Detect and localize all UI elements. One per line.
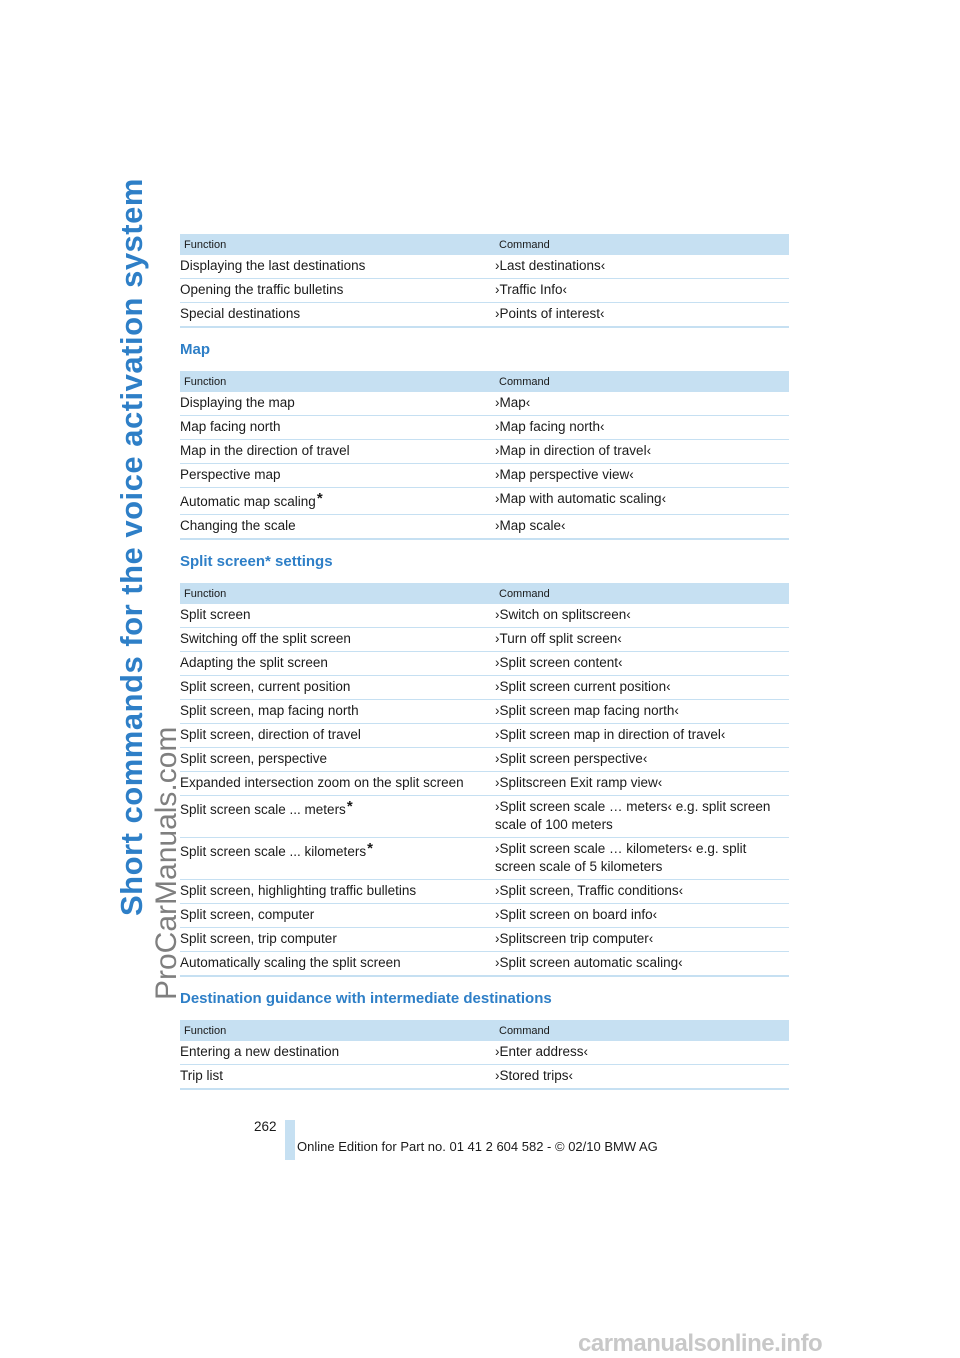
function-cell: [180, 772, 495, 796]
command-cell: ›Split screen, Traffic conditions‹: [495, 880, 789, 904]
command-cell: ›Split screen current position‹: [495, 676, 789, 700]
function-cell: [180, 838, 495, 880]
command-cell: ›Split screen map facing north‹: [495, 700, 789, 724]
column-header-function: Function: [180, 583, 495, 604]
function-text: Split screen, highlighting traffic bulletins: [180, 883, 417, 898]
function-cell: [180, 880, 495, 904]
table-row: [180, 255, 789, 279]
column-header-command: Command: [495, 234, 789, 255]
footer-edition-text: Online Edition for Part no. 01 41 2 604 582 - © 02/10 BMW AG: [297, 1139, 658, 1154]
command-cell: ›Splitscreen trip computer‹: [495, 928, 789, 952]
table-header-row: [180, 1020, 789, 1041]
table-row: [180, 416, 789, 440]
function-text: Split screen, perspective: [180, 751, 328, 766]
command-cell: ›Map‹: [495, 395, 531, 410]
function-cell: [180, 904, 495, 928]
watermark: ProCarManuals.com: [150, 726, 183, 1000]
command-cell: ›Switch on splitscreen‹: [495, 607, 631, 622]
function-cell: [180, 604, 495, 628]
function-cell: [180, 416, 495, 440]
page-number: 262: [254, 1119, 277, 1134]
command-cell: ›Map facing north‹: [495, 416, 789, 440]
table-row: [180, 928, 789, 952]
table-row: [180, 1041, 789, 1065]
section-heading: Split screen* settings: [180, 553, 333, 570]
table-row: [180, 952, 789, 977]
table-row: [180, 628, 789, 652]
table-header-row: [180, 583, 789, 604]
table-row: [180, 488, 789, 515]
command-cell: ›Traffic Info‹: [495, 279, 789, 303]
command-table: [180, 583, 789, 977]
command-cell: ›Split screen perspective‹: [495, 748, 789, 772]
table-row: [180, 303, 789, 328]
site-logo: carmanualsonline.info: [578, 1330, 823, 1357]
function-text: Split screen, current position: [180, 679, 351, 694]
table-row: [180, 464, 789, 488]
side-chapter-title: Short commands for the voice activation system: [114, 178, 149, 916]
function-cell: [180, 748, 495, 772]
function-text: Split screen scale ... kilometers: [180, 844, 367, 859]
function-cell: [180, 724, 495, 748]
command-cell: ›Map with automatic scaling‹: [495, 488, 789, 515]
function-text: Entering a new destination: [180, 1044, 340, 1059]
function-text: Map facing north: [180, 419, 281, 434]
column-header-function: Function: [180, 1020, 495, 1041]
column-header-function: Function: [180, 371, 495, 392]
column-header-command: Command: [495, 583, 789, 604]
function-cell: [180, 515, 495, 540]
table-row: [180, 440, 789, 464]
table-row: [180, 748, 789, 772]
table-row: [180, 652, 789, 676]
function-cell: [180, 796, 495, 838]
function-text: Displaying the last destinations: [180, 258, 366, 273]
function-text: Opening the traffic bulletins: [180, 282, 344, 297]
table-row: [180, 724, 789, 748]
function-cell: [180, 279, 495, 303]
function-text: Split screen, direction of travel: [180, 727, 361, 742]
command-cell: ›Split screen content‹: [495, 652, 789, 676]
optional-equipment-star-icon: *: [316, 490, 323, 507]
table-row: [180, 796, 789, 838]
command-table: [180, 371, 789, 540]
function-text: Split screen, trip computer: [180, 931, 337, 946]
function-text: Adapting the split screen: [180, 655, 328, 670]
command-cell: ›Map perspective view‹: [495, 464, 789, 488]
function-cell: [180, 255, 495, 279]
function-text: Automatic map scaling: [180, 494, 316, 509]
table-row: [180, 676, 789, 700]
function-text: Displaying the map: [180, 395, 295, 410]
function-text: Split screen, map facing north: [180, 703, 359, 718]
section-heading: Map: [180, 341, 210, 358]
function-cell: [180, 303, 495, 328]
table-row: [180, 880, 789, 904]
command-cell: ›Stored trips‹: [495, 1065, 789, 1090]
command-cell: ›Points of interest‹: [495, 303, 789, 328]
footer-bar: [285, 1120, 295, 1160]
function-text: Map in the direction of travel: [180, 443, 350, 458]
function-text: Trip list: [180, 1068, 223, 1083]
table-row: [180, 772, 789, 796]
function-text: Changing the scale: [180, 518, 296, 533]
command-cell: ›Enter address‹: [495, 1044, 589, 1059]
main-content: [180, 234, 789, 1090]
function-cell: [180, 1041, 495, 1065]
command-cell: ›Split screen map in direction of travel‹: [495, 724, 789, 748]
function-cell: [180, 488, 495, 515]
function-cell: [180, 928, 495, 952]
command-cell: ›Splitscreen Exit ramp view‹: [495, 772, 789, 796]
table-row: [180, 604, 789, 628]
function-cell: [180, 676, 495, 700]
function-text: Split screen scale ... meters: [180, 802, 346, 817]
table-header-row: [180, 371, 789, 392]
command-cell: ›Turn off split screen‹: [495, 628, 789, 652]
command-cell: ›Last destinations‹: [495, 258, 606, 273]
column-header-command: Command: [495, 1020, 789, 1041]
function-text: Split screen, computer: [180, 907, 315, 922]
command-cell: ›Split screen automatic scaling‹: [495, 952, 789, 977]
command-cell: ›Split screen on board info‹: [495, 904, 789, 928]
function-cell: [180, 952, 495, 977]
function-cell: [180, 440, 495, 464]
column-header-function: Function: [180, 234, 495, 255]
function-cell: [180, 652, 495, 676]
table-row: [180, 904, 789, 928]
table-row: [180, 392, 789, 416]
section-heading: Destination guidance with intermediate destinations: [180, 990, 552, 1007]
optional-equipment-star-icon: *: [346, 798, 353, 815]
function-cell: [180, 392, 495, 416]
table-row: [180, 279, 789, 303]
command-cell: ›Split screen scale … meters‹ e.g. split screen scale of 100 meters: [495, 796, 789, 838]
command-cell: ›Map in direction of travel‹: [495, 440, 789, 464]
function-text: Automatically scaling the split screen: [180, 955, 401, 970]
table-header-row: [180, 234, 789, 255]
function-text: Expanded intersection zoom on the split screen: [180, 775, 464, 790]
function-cell: [180, 628, 495, 652]
function-text: Perspective map: [180, 467, 281, 482]
column-header-command: Command: [495, 371, 789, 392]
optional-equipment-star-icon: *: [367, 840, 373, 857]
function-text: Split screen: [180, 607, 251, 622]
table-row: [180, 700, 789, 724]
function-cell: [180, 1065, 495, 1090]
table-row: [180, 838, 789, 880]
command-table: [180, 1020, 789, 1090]
function-text: Switching off the split screen: [180, 631, 351, 646]
command-cell: ›Split screen scale … kilometers‹ e.g. split screen scale of 5 kilometers: [495, 838, 789, 880]
command-table: [180, 234, 789, 328]
command-cell: ›Map scale‹: [495, 515, 789, 540]
function-text: Special destinations: [180, 306, 301, 321]
table-row: [180, 1065, 789, 1090]
function-cell: [180, 700, 495, 724]
table-row: [180, 515, 789, 540]
function-cell: [180, 464, 495, 488]
